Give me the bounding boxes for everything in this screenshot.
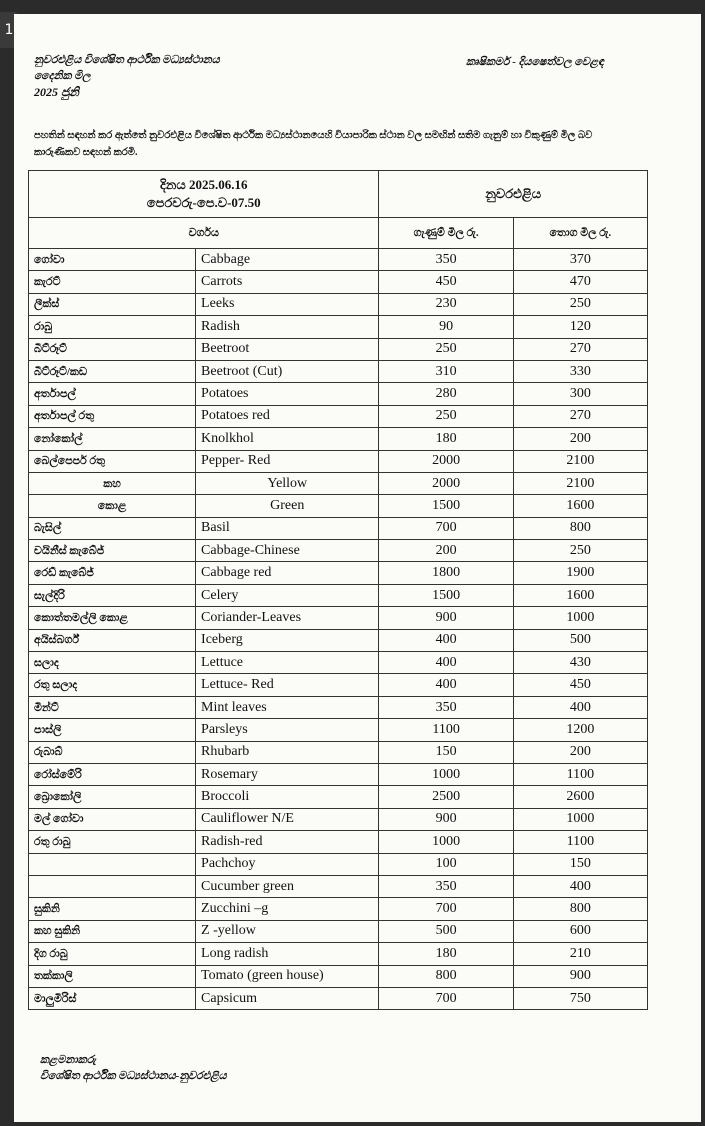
table-row [29, 741, 648, 763]
table-row [29, 405, 648, 427]
intro-paragraph: පහතින් සඳහන් කර ඇත්තේ නුවරඑළිය විශේෂිත ආර්ථික මධ්‍යස්ථානයෙහි වියාපාරික ස්ථාන වල සමඟින් සතිම ගැනුම් හා විකුණුම් මිල බව කාරුණිකව සඳහන් කරමි. [34, 130, 593, 158]
english-name-cell: Cabbage-Chinese [196, 540, 379, 562]
buy-price-cell: 900 [379, 607, 513, 629]
sinhala-name-cell: ලීක්ස් [29, 293, 196, 315]
table-row [29, 293, 648, 315]
table-row [29, 584, 648, 606]
sell-price-cell: 250 [513, 293, 647, 315]
buy-price-cell: 1100 [379, 719, 513, 741]
sell-price-cell: 150 [513, 853, 647, 875]
sinhala-name-cell: රෝස්මේරි [29, 763, 196, 785]
table-row [29, 965, 648, 987]
table-row [29, 674, 648, 696]
sell-price-cell: 900 [513, 965, 647, 987]
table-row [29, 607, 648, 629]
header-left [34, 52, 220, 100]
buy-price-cell: 700 [379, 898, 513, 920]
buy-price-cell: 400 [379, 629, 513, 651]
table-row [29, 831, 648, 853]
english-name-cell: Cabbage red [196, 562, 379, 584]
sinhala-name-cell: අර්තාපල් රතු [29, 405, 196, 427]
sell-price-cell: 400 [513, 696, 647, 718]
buy-price-cell: 2000 [379, 472, 513, 494]
table-row [29, 696, 648, 718]
sinhala-name-cell: කැරට් [29, 271, 196, 293]
sell-price-cell: 1600 [513, 584, 647, 606]
buy-price-cell: 700 [379, 987, 513, 1009]
table-row [29, 316, 648, 338]
english-name-cell: Celery [196, 584, 379, 606]
english-name-cell: Z -yellow [196, 920, 379, 942]
buy-price-cell: 280 [379, 383, 513, 405]
sinhala-name-cell: රෙඩ් කැබේජ් [29, 562, 196, 584]
sinhala-name-cell: කහ [29, 472, 196, 494]
table-row [29, 808, 648, 830]
table-row [29, 249, 648, 271]
daily-price-label: දෛනික මිල [34, 70, 91, 82]
sell-price-cell: 330 [513, 360, 647, 382]
sell-price-cell: 200 [513, 428, 647, 450]
sinhala-name-cell: බෙල්පෙපර් රතු [29, 450, 196, 472]
table-row [29, 472, 648, 494]
english-name-cell: Basil [196, 517, 379, 539]
english-name-cell: Carrots [196, 271, 379, 293]
table-row [29, 898, 648, 920]
sinhala-name-cell [29, 875, 196, 897]
sell-price-cell: 1100 [513, 831, 647, 853]
sinhala-name-cell: බ්‍රොකෝලි [29, 786, 196, 808]
sell-price-cell: 1100 [513, 763, 647, 785]
english-name-cell: Iceberg [196, 629, 379, 651]
table-row [29, 786, 648, 808]
english-name-cell: Rhubarb [196, 741, 379, 763]
sinhala-name-cell: තක්කාලි [29, 965, 196, 987]
sell-price-cell: 2100 [513, 472, 647, 494]
english-name-cell: Beetroot [196, 338, 379, 360]
buy-price-cell: 700 [379, 517, 513, 539]
english-name-cell: Capsicum [196, 987, 379, 1009]
table-row [29, 719, 648, 741]
english-name-cell: Rosemary [196, 763, 379, 785]
sell-price-cell: 1000 [513, 808, 647, 830]
table-row [29, 562, 648, 584]
sinhala-name-cell: මින්ට් [29, 696, 196, 718]
sinhala-name-cell: සුකිනි [29, 898, 196, 920]
sinhala-name-cell: රාබු [29, 316, 196, 338]
page-number-badge: 1 [0, 12, 18, 48]
table-row [29, 987, 648, 1009]
english-name-cell: Knolkhol [196, 428, 379, 450]
sinhala-name-cell [29, 853, 196, 875]
sell-price-cell: 270 [513, 405, 647, 427]
buy-price-cell: 1500 [379, 495, 513, 517]
buy-price-cell: 400 [379, 652, 513, 674]
table-row [29, 920, 648, 942]
sell-price-cell: 600 [513, 920, 647, 942]
sell-price-cell: 210 [513, 943, 647, 965]
table-row [29, 450, 648, 472]
english-name-cell: Radish-red [196, 831, 379, 853]
time-label: පෙරවරු-පෙ.ව-07.50 [146, 195, 261, 210]
sell-price-cell: 250 [513, 540, 647, 562]
sell-price-cell: 370 [513, 249, 647, 271]
buy-price-cell: 100 [379, 853, 513, 875]
sinhala-name-cell: කොළ [29, 495, 196, 517]
english-name-cell: Potatoes red [196, 405, 379, 427]
english-name-cell: Tomato (green house) [196, 965, 379, 987]
sell-price-cell: 400 [513, 875, 647, 897]
buy-price-cell: 1800 [379, 562, 513, 584]
sell-price-cell: 2600 [513, 786, 647, 808]
buy-price-cell: 310 [379, 360, 513, 382]
sell-price-cell: 1900 [513, 562, 647, 584]
buy-price-cell: 180 [379, 428, 513, 450]
english-name-cell: Long radish [196, 943, 379, 965]
sell-price-cell: 1200 [513, 719, 647, 741]
buy-price-cell: 250 [379, 405, 513, 427]
buy-price-cell: 180 [379, 943, 513, 965]
sell-price-cell: 200 [513, 741, 647, 763]
col-buy-header: ගැණුම් මිල රු. [379, 218, 513, 249]
buy-price-cell: 1500 [379, 584, 513, 606]
table-row [29, 271, 648, 293]
table-row [29, 338, 648, 360]
sinhala-name-cell: රතු සලාද [29, 674, 196, 696]
buy-price-cell: 350 [379, 875, 513, 897]
english-name-cell: Yellow [196, 472, 379, 494]
english-name-cell: Beetroot (Cut) [196, 360, 379, 382]
buy-price-cell: 1000 [379, 831, 513, 853]
english-name-cell: Cauliflower N/E [196, 808, 379, 830]
buy-price-cell: 250 [379, 338, 513, 360]
year-month: 2025 ජුනි [34, 85, 79, 99]
sell-price-cell: 1600 [513, 495, 647, 517]
sinhala-name-cell: බීට්රූට් [29, 338, 196, 360]
sell-price-cell: 120 [513, 316, 647, 338]
column-header-row [29, 218, 648, 249]
english-name-cell: Mint leaves [196, 696, 379, 718]
buy-price-cell: 1000 [379, 763, 513, 785]
sinhala-name-cell: මල් ගෝවා [29, 808, 196, 830]
sinhala-name-cell: අර්තාපල් [29, 383, 196, 405]
english-name-cell: Cucumber green [196, 875, 379, 897]
english-name-cell: Parsleys [196, 719, 379, 741]
buy-price-cell: 200 [379, 540, 513, 562]
buy-price-cell: 2500 [379, 786, 513, 808]
table-row [29, 853, 648, 875]
header-right: කෘෂිකර්ම - දියෂෙත්වල වෙළඳ [466, 56, 604, 68]
english-name-cell: Potatoes [196, 383, 379, 405]
table-row [29, 517, 648, 539]
sinhala-name-cell: අයිස්බර්ග් [29, 629, 196, 651]
sinhala-name-cell: කහ සුකිනි [29, 920, 196, 942]
sell-price-cell: 450 [513, 674, 647, 696]
date-cell [29, 171, 379, 218]
sinhala-name-cell: පාස්ලි [29, 719, 196, 741]
sell-price-cell: 800 [513, 517, 647, 539]
english-name-cell: Cabbage [196, 249, 379, 271]
buy-price-cell: 150 [379, 741, 513, 763]
english-name-cell: Pachchoy [196, 853, 379, 875]
buy-price-cell: 2000 [379, 450, 513, 472]
english-name-cell: Zucchini –g [196, 898, 379, 920]
buy-price-cell: 800 [379, 965, 513, 987]
sinhala-name-cell: දිග රාබු [29, 943, 196, 965]
english-name-cell: Broccoli [196, 786, 379, 808]
english-name-cell: Green [196, 495, 379, 517]
sell-price-cell: 270 [513, 338, 647, 360]
sinhala-name-cell: රුබාබ් [29, 741, 196, 763]
table-header-row [29, 171, 648, 218]
sell-price-cell: 750 [513, 987, 647, 1009]
sinhala-name-cell: කොත්තමල්ලි කොළ [29, 607, 196, 629]
date-label: දිනය 2025.06.16 [160, 177, 248, 192]
sinhala-name-cell: ගෝවා [29, 249, 196, 271]
table-row [29, 763, 648, 785]
buy-price-cell: 230 [379, 293, 513, 315]
col-item-header: වර්ගය [29, 218, 379, 249]
sell-price-cell: 430 [513, 652, 647, 674]
price-table [28, 170, 648, 1010]
sinhala-name-cell: සලාද [29, 652, 196, 674]
english-name-cell: Lettuce- Red [196, 674, 379, 696]
sell-price-cell: 1000 [513, 607, 647, 629]
buy-price-cell: 400 [379, 674, 513, 696]
sell-price-cell: 500 [513, 629, 647, 651]
buy-price-cell: 350 [379, 696, 513, 718]
sinhala-name-cell: බැසිල් [29, 517, 196, 539]
table-row [29, 652, 648, 674]
table-row [29, 943, 648, 965]
location-cell: නුවරඑළිය [379, 171, 648, 218]
table-row [29, 428, 648, 450]
col-sell-header: තොග මිල රු. [513, 218, 647, 249]
sinhala-name-cell: චයිනීස් කැබේජ් [29, 540, 196, 562]
sinhala-name-cell: සැල්දිරි [29, 584, 196, 606]
sinhala-name-cell: රතු රාබු [29, 831, 196, 853]
buy-price-cell: 350 [379, 249, 513, 271]
table-row [29, 629, 648, 651]
sell-price-cell: 300 [513, 383, 647, 405]
english-name-cell: Radish [196, 316, 379, 338]
english-name-cell: Leeks [196, 293, 379, 315]
footer-signature [40, 1052, 227, 1084]
sell-price-cell: 470 [513, 271, 647, 293]
table-row [29, 360, 648, 382]
buy-price-cell: 900 [379, 808, 513, 830]
center-name: විශේෂිත ආර්ථික මධ්‍යස්ථානය-නුවරඑළිය [40, 1070, 227, 1082]
table-row [29, 875, 648, 897]
english-name-cell: Lettuce [196, 652, 379, 674]
table-row [29, 495, 648, 517]
sinhala-name-cell: මාලුමිරිස් [29, 987, 196, 1009]
sell-price-cell: 2100 [513, 450, 647, 472]
english-name-cell: Coriander-Leaves [196, 607, 379, 629]
buy-price-cell: 500 [379, 920, 513, 942]
manager-title: කළමනාකරු [40, 1054, 96, 1066]
institution-name: නුවරඑළිය විශේෂිත ආර්ථික මධ්‍යස්ථානය [34, 54, 220, 66]
sinhala-name-cell: බීට්රූට්/කඩ [29, 360, 196, 382]
english-name-cell: Pepper- Red [196, 450, 379, 472]
buy-price-cell: 450 [379, 271, 513, 293]
table-row [29, 383, 648, 405]
table-row [29, 540, 648, 562]
sinhala-name-cell: නෝකෝල් [29, 428, 196, 450]
buy-price-cell: 90 [379, 316, 513, 338]
sell-price-cell: 800 [513, 898, 647, 920]
